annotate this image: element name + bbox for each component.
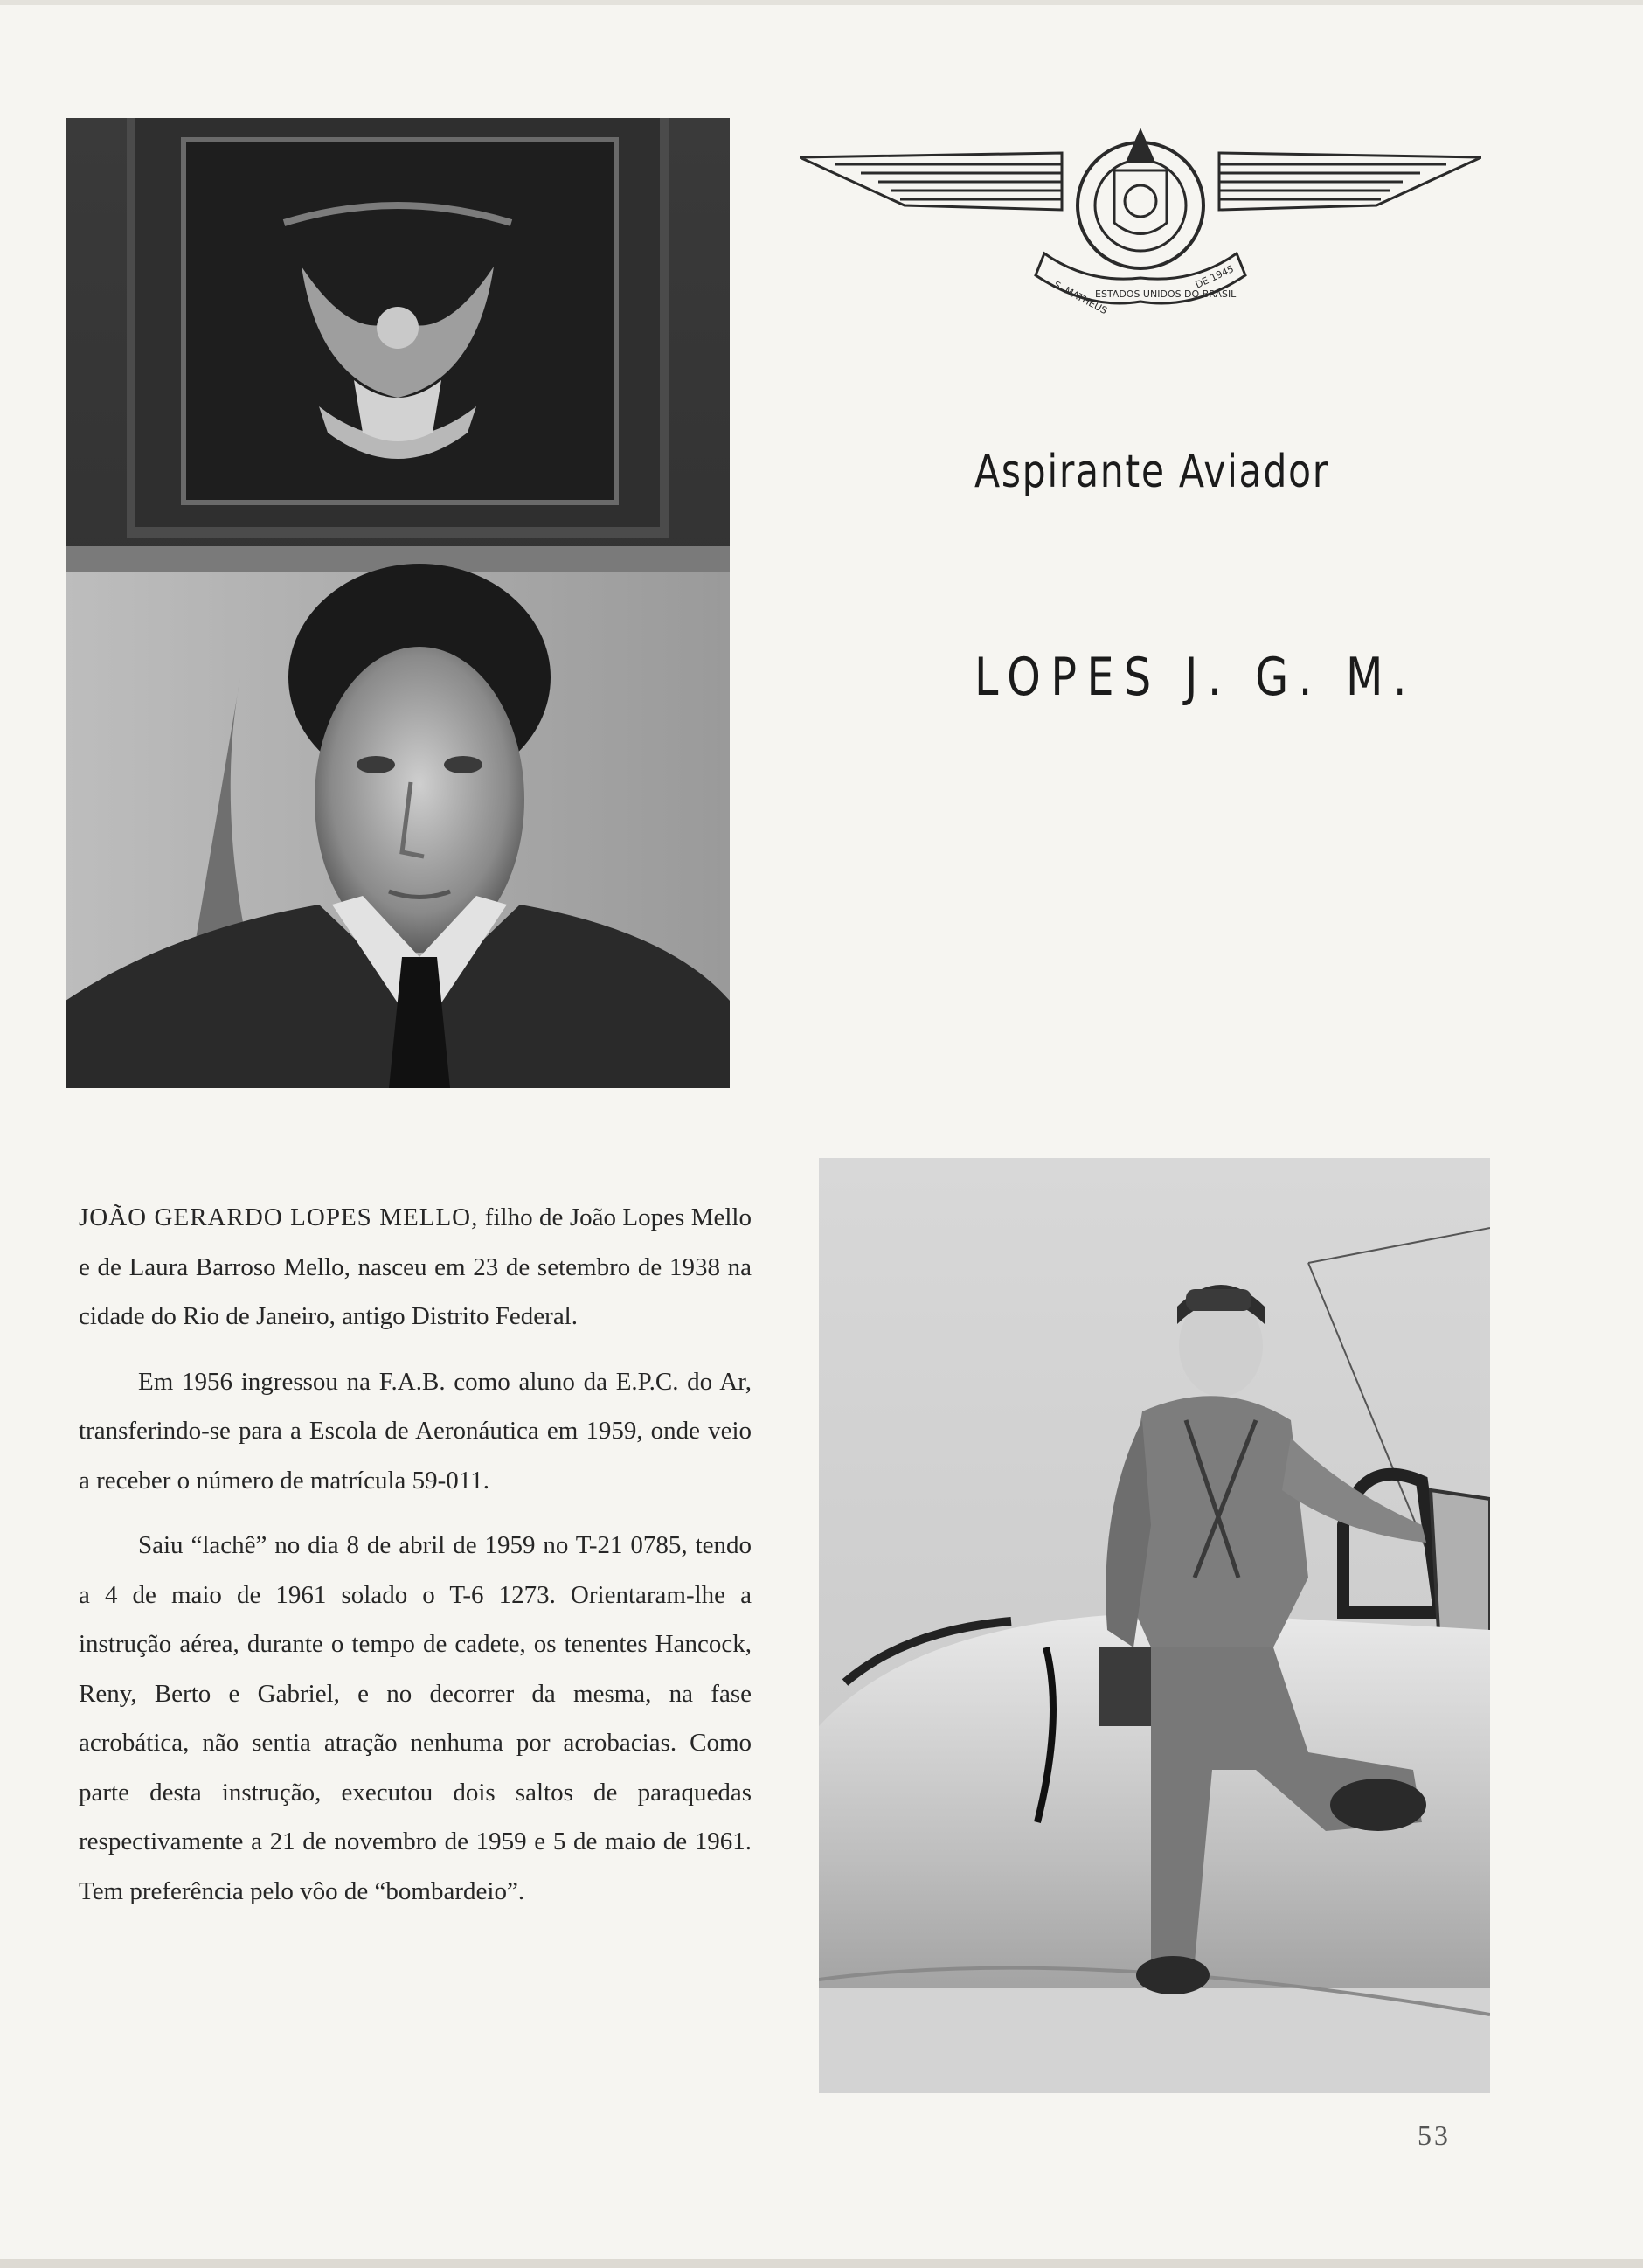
- cadet-with-aircraft-photo: [819, 1158, 1490, 2093]
- page-number: 53: [1418, 2119, 1451, 2151]
- bottom-edge: [0, 2259, 1643, 2268]
- air-force-wings-insignia: [800, 122, 1481, 323]
- full-name: JOÃO GERARDO LOPES MELLO,: [79, 1203, 479, 1231]
- top-edge: [0, 0, 1643, 5]
- bio-paragraph-3: Saiu “lachê” no dia 8 de abril de 1959 no T-21 0785, tendo a 4 de maio de 1961 solado o T-6 1273. Orientaram-lhe a instrução aérea, durante o tempo de cadete, os tenentes Hancock, Reny, Berto e Gabriel, e no decorrer da mesma, na fase acrobática, não sentia atração nenhuma por acrobacias. Como parte desta instrução, executou dois saltos de paraquedas respectivamente a 21 de novembro de 1959 e 5 de maio de 1961. Tem preferência pelo vôo de “bombardeio”.: [79, 1531, 752, 1905]
- rank-title: Aspirante Aviador: [974, 446, 1329, 498]
- bio-paragraph-1-text: filho de João Lopes Mello e de Laura Barroso Mello, nasceu em 23 de setembro de 1938 na cidade do Rio de Janeiro, antigo Distrito Federal.: [79, 1203, 752, 1330]
- biography-text: [79, 1193, 752, 1932]
- bio-paragraph-2: Em 1956 ingressou na F.A.B. como aluno da E.P.C. do Ar, transferindo-se para a Escola de Aeronáutica em 1959, onde veio a receber o número de matrícula 59-011.: [79, 1367, 752, 1495]
- ring-text-left: S. MATHEUS: [1051, 279, 1109, 317]
- cadet-portrait-photo: [66, 118, 730, 1088]
- bio-paragraph-1: [79, 1193, 752, 1342]
- ring-text-bottom: ESTADOS UNIDOS DO BRASIL: [1095, 288, 1237, 300]
- ring-text-right: DE 1945: [1193, 263, 1236, 291]
- cadet-name-title: LOPES J. G. M.: [974, 647, 1418, 708]
